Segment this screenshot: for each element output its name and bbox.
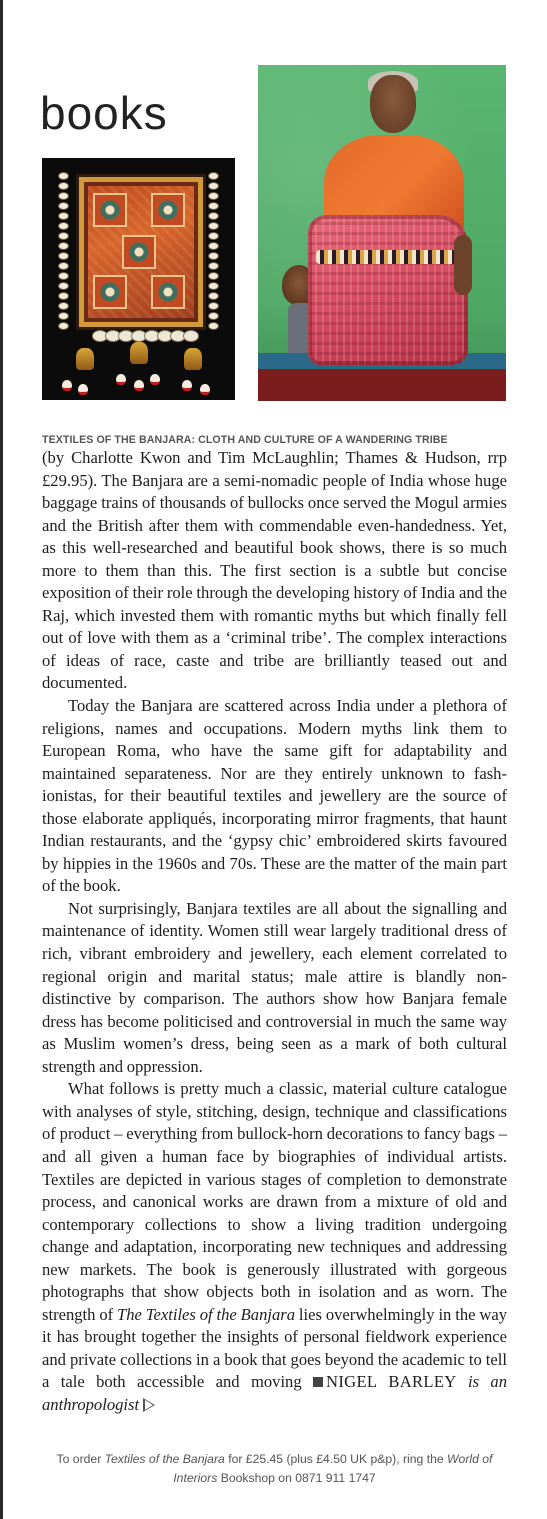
- order-text: To order: [56, 1452, 102, 1466]
- shell-bead: [62, 380, 72, 391]
- cowrie-shell: [208, 212, 219, 220]
- section-title: books: [40, 87, 168, 139]
- order-note: [42, 1450, 507, 1488]
- cowrie-shell: [208, 252, 219, 260]
- cowrie-shell: [58, 302, 69, 310]
- embroidered-panel: [76, 174, 206, 330]
- book-title-italic: The Textiles of the Banjara: [117, 1304, 296, 1324]
- cowrie-shell: [58, 242, 69, 250]
- cowrie-shell: [208, 192, 219, 200]
- review-paragraph: (by Charlotte Kwon and Tim McLaughlin; Thames & Hudson, rrp £29.95). The Banjara are a semi-nomadic people of India whose huge baggage trains of thousands of bullocks once served the Mogul armies and the British after them with commendable even-handedness. Yet, as this well-researched and beautiful book shows, there is so much more to them than this. The first section is a subtle but concise exposition of their role through the developing history of India and the Raj, which invested them with romantic myths but which finally fell out of love with them as a ‘criminal tribe’. The complex interactions of ideas of race, caste and tribe are brilliantly teased out and documented.: [42, 448, 507, 693]
- review-paragraph: [42, 1078, 507, 1416]
- shell-bead: [150, 374, 160, 385]
- cowrie-shell: [58, 222, 69, 230]
- mirror-motif: [151, 193, 185, 227]
- cowrie-shell: [208, 302, 219, 310]
- cowrie-shell: [183, 330, 199, 342]
- order-shop-name: World of Interiors: [173, 1452, 493, 1485]
- end-triangle-icon: [143, 1398, 155, 1412]
- shell-bead: [182, 380, 192, 391]
- mirror-motif: [122, 235, 156, 269]
- review-paragraph: Not surprisingly, Banjara textiles are all about the signalling and maintenance of identity. Women still wear largely traditional dress of rich, vibrant embroidery and jewellery, each element correlated to regional origin and marital status; male attire is blandly non-distinctive by comparison. The authors show how Banjara female dress has become politicised and controversial in much the same way as Muslim women’s dress, being seen as a mark of both cultural strength and oppression.: [42, 898, 507, 1076]
- order-book-title: Textiles of the Banjara: [104, 1452, 225, 1466]
- mirror-motif: [93, 275, 127, 309]
- cowrie-shell: [58, 202, 69, 210]
- order-phone: Bookshop on 0871 911 1747: [220, 1471, 376, 1485]
- cowrie-shell: [208, 232, 219, 240]
- cowrie-shell: [58, 252, 69, 260]
- shell-bead: [134, 380, 144, 391]
- embroidered-band: [316, 250, 462, 264]
- cowrie-shell: [58, 272, 69, 280]
- cowrie-shell: [58, 262, 69, 270]
- cowrie-shell: [208, 312, 219, 320]
- paragraph-text: lies overwhelmingly in the way it has brought together the insights of personal fieldwork experience and private collections in a book that goes beyond the academic to tell a tale both accessible and moving: [42, 1304, 508, 1392]
- paragraph-text: What follows is pretty much a classic, material culture catalogue with analyses of style, stitching, design, technique and classifications of product – everything from bullock-horn decorations to fancy bags – and all given a human face by biographies of individual artists. Textiles are depicted in various stages of completion to demonstrate process, and canonical works are drawn from a mixture of old and contemporary collections to show a living tradition undergoing change and adaptation, incorporating new techniques and addressing new markets. The book is generously illustrated with gorgeous photographs that show objects both in isolation and as worn. The strength of: [42, 1079, 507, 1324]
- cowrie-shell: [208, 262, 219, 270]
- mirror-motif: [93, 193, 127, 227]
- cowrie-shell: [58, 172, 69, 180]
- tassel: [184, 348, 202, 370]
- end-square-icon: [313, 1377, 323, 1387]
- cowrie-shell: [58, 192, 69, 200]
- shell-bead: [116, 374, 126, 385]
- cowrie-shell: [58, 282, 69, 290]
- portrait-photo: [258, 65, 506, 401]
- page-spine: [0, 0, 3, 1519]
- textile-bundle: [308, 215, 468, 365]
- tassel: [76, 348, 94, 370]
- mirror-motif: [151, 275, 185, 309]
- author-name: NIGEL BARLEY: [326, 1372, 457, 1392]
- review-headline: TEXTILES OF THE BANJARA: CLOTH AND CULTURE OF A WANDERING TRIBE: [42, 434, 448, 446]
- woman-face: [370, 75, 416, 133]
- shell-bead: [78, 384, 88, 395]
- cowrie-shell: [208, 202, 219, 210]
- cowrie-shell: [208, 182, 219, 190]
- cowrie-shell: [58, 322, 69, 330]
- order-text: for £25.45 (plus £4.50 UK p&p), ring the: [228, 1452, 444, 1466]
- cowrie-shell: [208, 242, 219, 250]
- tassel: [130, 342, 148, 364]
- book-review: [42, 434, 507, 1417]
- cowrie-shell: [58, 292, 69, 300]
- cowrie-shell: [58, 212, 69, 220]
- author-role: is an anthropologist: [42, 1372, 507, 1414]
- woman-arm: [454, 235, 472, 295]
- review-paragraph: Today the Banjara are scattered across India under a plethora of religions, names and occupations. Modern myths link them to European Roma, who have the same gift for adaptability and maintained separateness. Nor are they entirely unknown to fashionistas, for their beautiful textiles and jewellery are the source of those elaborate appliqués, incorporating mirror fragments, that haunt Indian restaurants, and the ‘gypsy chic’ embroidered skirts favoured by hippies in the 1960s and 70s. These are the matter of the main part of the book.: [42, 696, 507, 896]
- cowrie-shell: [208, 292, 219, 300]
- cowrie-shell: [208, 222, 219, 230]
- review-body: [42, 447, 507, 1417]
- cowrie-shell: [58, 182, 69, 190]
- cowrie-shell: [208, 272, 219, 280]
- cowrie-shell: [208, 322, 219, 330]
- textile-photo: [42, 158, 235, 400]
- cowrie-shell: [58, 312, 69, 320]
- cowrie-shell: [208, 172, 219, 180]
- shell-bead: [200, 384, 210, 395]
- cowrie-shell: [58, 232, 69, 240]
- cowrie-shell: [208, 282, 219, 290]
